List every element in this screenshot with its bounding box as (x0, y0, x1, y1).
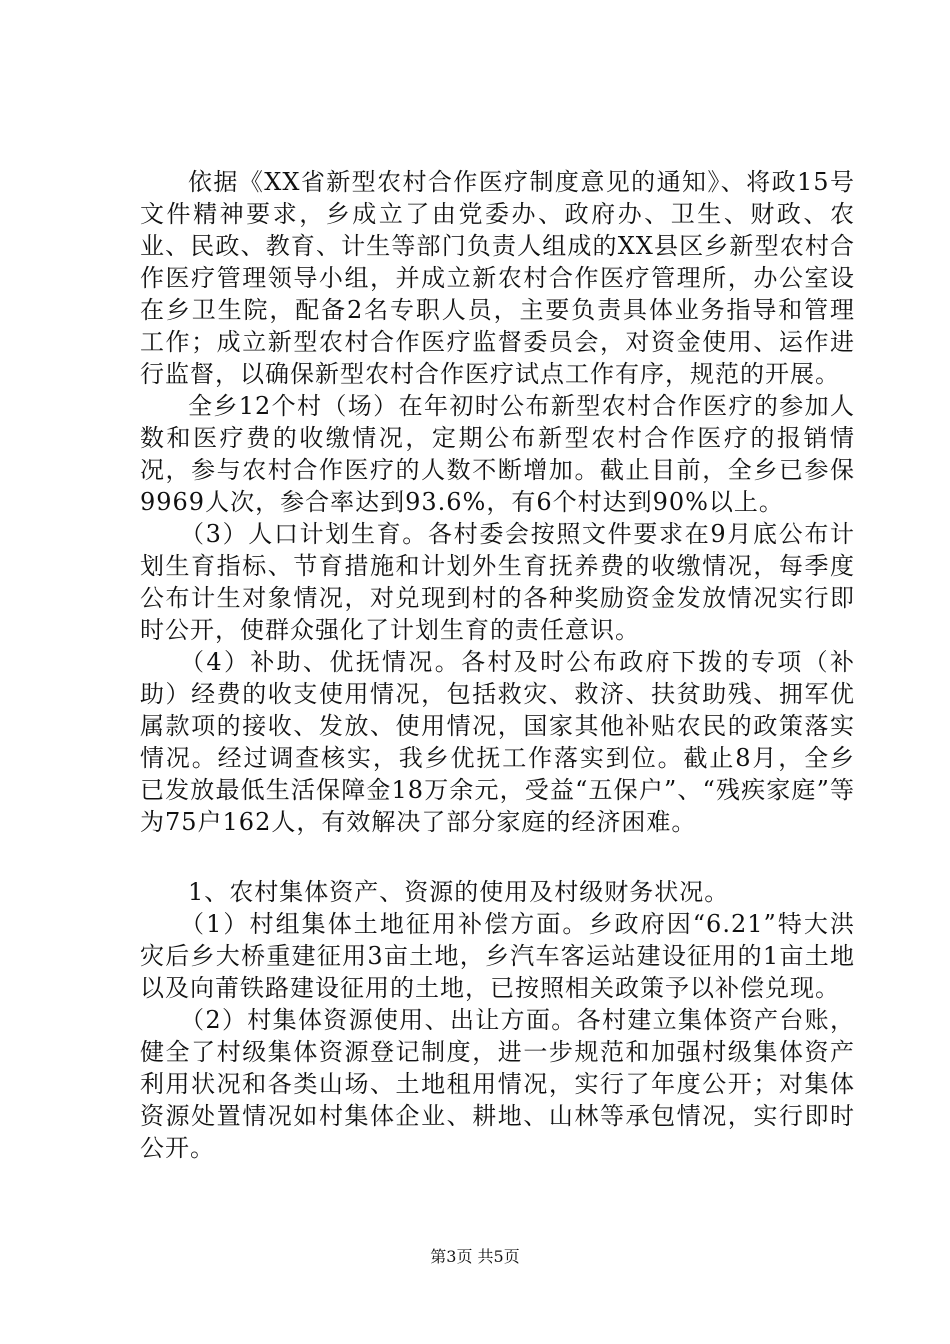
document-body (140, 166, 855, 1164)
paragraph-medical-enrollment: 全乡12个村（场）在年初时公布新型农村合作医疗的参加人数和医疗费的收缴情况，定期公布新型农村合作医疗的报销情况，参与农村合作医疗的人数不断增加。截止目前，全乡已参保9969人次，参合率达到93.6%，有6个村达到90%以上。 (140, 392, 855, 516)
paragraph-medical-group: 依据《XX省新型农村合作医疗制度意见的通知》、将政15号文件精神要求，乡成立了由党委办、政府办、卫生、财政、农业、民政、教育、计生等部门负责人组成的XX县区乡新型农村合作医疗管理领导小组，并成立新农村合作医疗管理所，办公室设在乡卫生院，配备2名专职人员，主要负责具体业务指导和管理工作；成立新型农村合作医疗监督委员会，对资金使用、运作进行监督，以确保新型农村合作医疗试点工作有序，规范的开展。 (140, 168, 855, 388)
paragraph-resource-use: （2）村集体资源使用、出让方面。各村建立集体资产台账，健全了村级集体资源登记制度，进一步规范和加强村级集体资产利用状况和各类山场、土地租用情况，实行了年度公开；对集体资源处置情况如村集体企业、耕地、山林等承包情况，实行即时公开。 (140, 1006, 855, 1162)
paragraph-land-compensation: （1）村组集体土地征用补偿方面。乡政府因“6.21”特大洪灾后乡大桥重建征用3亩土地，乡汽车客运站建设征用的1亩土地以及向莆铁路建设征用的土地，已按照相关政策予以补偿兑现。 (140, 910, 855, 1002)
paragraph-collective-assets-heading: 1、农村集体资产、资源的使用及村级财务状况。 (188, 878, 730, 906)
page-footer: 第3页 共5页 (430, 1247, 520, 1266)
paragraph-family-planning: （3）人口计划生育。各村委会按照文件要求在9月底公布计划生育指标、节育措施和计划外生育抚养费的收缴情况，每季度公布计生对象情况，对兑现到村的各种奖励资金发放情况实行即时公开，使群众强化了计划生育的责任意识。 (140, 520, 855, 644)
section-gap (140, 838, 855, 876)
paragraph-subsidy: （4）补助、优抚情况。各村及时公布政府下拨的专项（补助）经费的收支使用情况，包括救灾、救济、扶贫助残、拥军优属款项的接收、发放、使用情况，国家其他补贴农民的政策落实情况。经过调查核实，我乡优抚工作落实到位。截止8月，全乡已发放最低生活保障金18万余元，受益“五保户”、“残疾家庭”等为75户162人，有效解决了部分家庭的经济困难。 (140, 648, 855, 836)
